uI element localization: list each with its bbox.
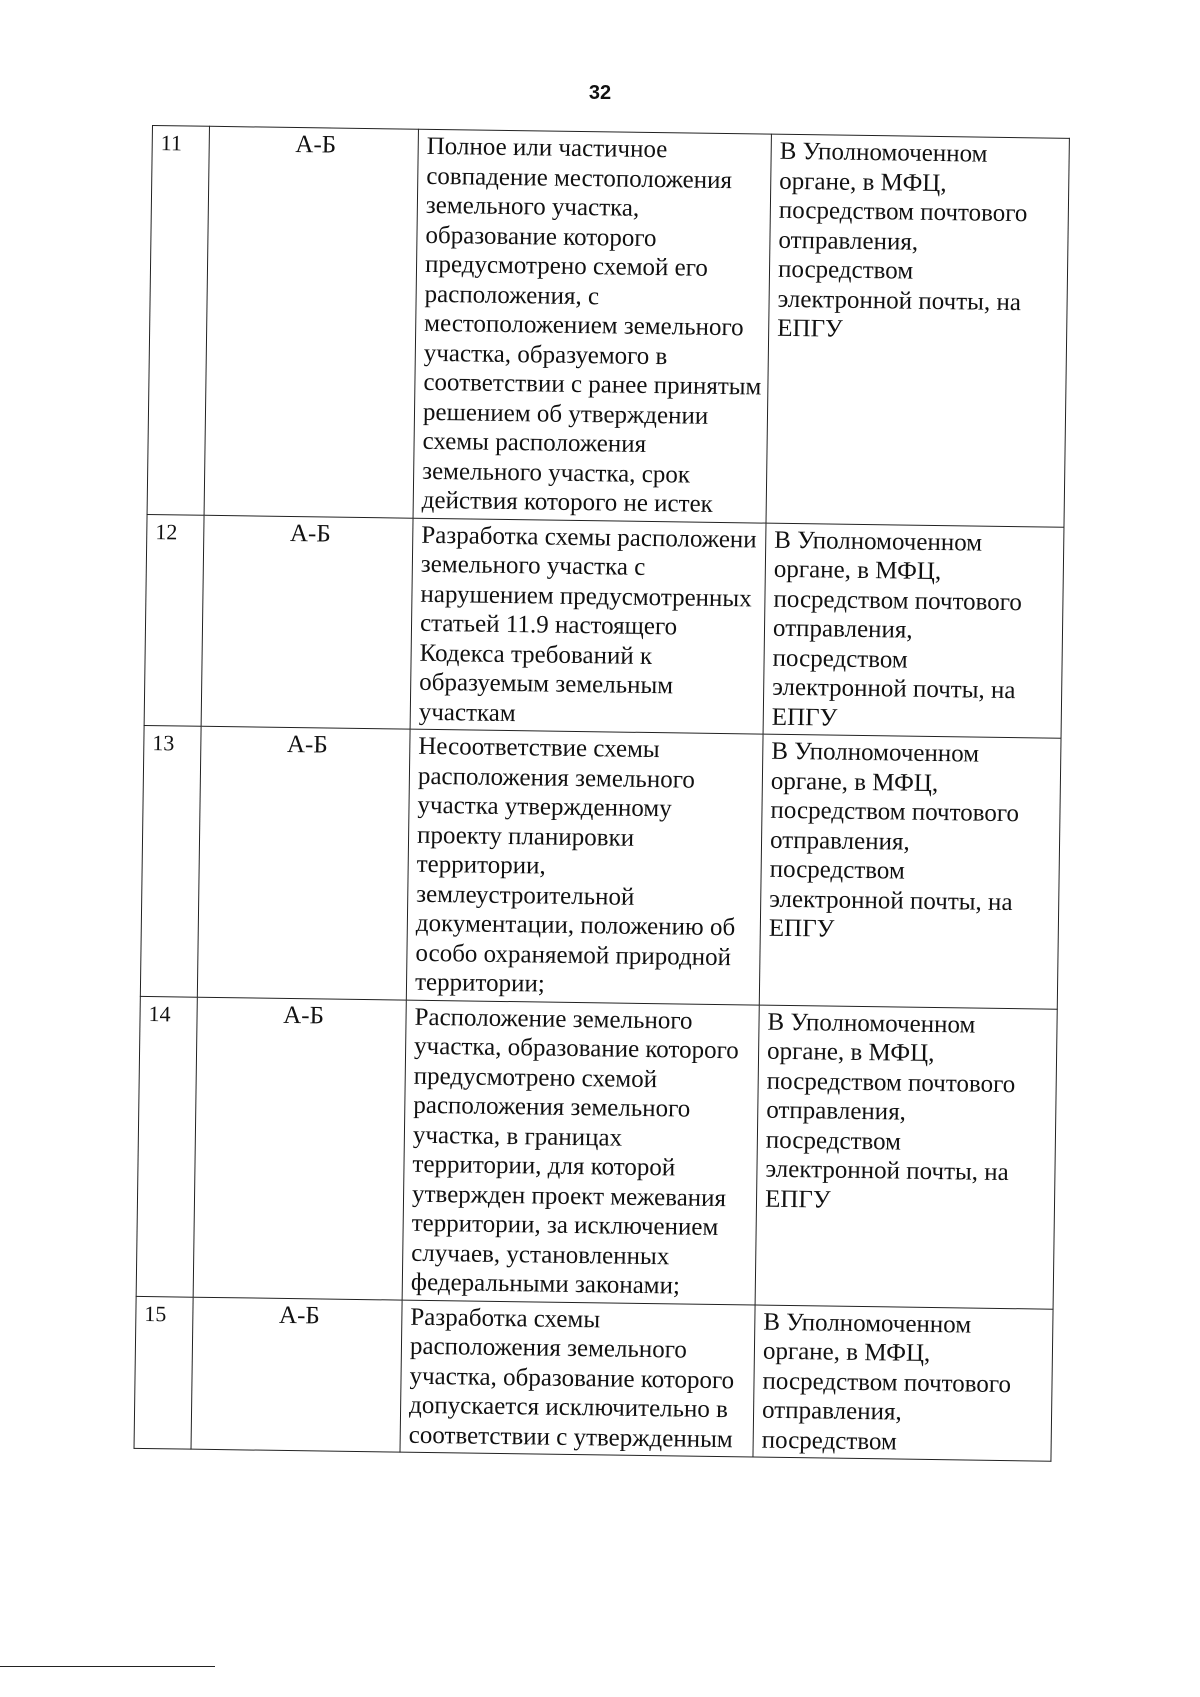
row-number-cell: 15 (134, 1296, 193, 1449)
reason-line: земельного участка, (425, 191, 640, 222)
reason-line: земельного участка с (420, 550, 646, 581)
submission-line: ЕПГУ (771, 703, 838, 732)
submission-line: посредством (769, 855, 905, 885)
submission-line: посредством почтового (762, 1367, 1012, 1398)
row-submission-cell (753, 1305, 1053, 1462)
submission-line: В Уполномоченном (771, 737, 980, 768)
reason-line: участкам (418, 698, 516, 727)
reason-line: федеральными законами; (410, 1268, 681, 1300)
reason-line: Полное или частичное (426, 132, 668, 164)
reason-line: местоположением земельного (424, 309, 744, 342)
reason-line: расположения, с (424, 280, 600, 310)
reason-line: образование которого (425, 221, 657, 252)
reason-line: расположения земельного (417, 762, 696, 794)
reason-line: участка, образуемого в (423, 339, 668, 370)
submission-line: ЕПГУ (768, 914, 835, 943)
reason-line: участка утвержденному (417, 791, 672, 823)
row-submission-cell (755, 1005, 1057, 1309)
footnote-rule (0, 1666, 215, 1667)
reason-line: совпадение местоположения (426, 162, 733, 194)
table-row (136, 996, 1057, 1309)
submission-line: посредством почтового (770, 796, 1020, 828)
row-code-cell: А-Б (193, 997, 406, 1300)
reason-line: статьей 11.9 настоящего (419, 609, 678, 641)
reason-line: действия которого не истек (421, 486, 713, 518)
reason-line: случаев, установленных (411, 1239, 670, 1270)
reason-line: Разработка схемы (410, 1303, 601, 1333)
reason-line: особо охраняемой природной (415, 939, 732, 971)
reason-line: участка, образование которого (413, 1032, 739, 1065)
submission-line: В Уполномоченном (779, 137, 988, 168)
reason-line: соответствии с ранее принятым (423, 368, 762, 401)
reason-line: территории; (414, 968, 545, 998)
submission-line: отправления, (761, 1396, 902, 1426)
submission-line: посредством почтового (766, 1067, 1016, 1098)
submission-line: посредством (765, 1126, 902, 1156)
row-number-cell: 12 (144, 514, 204, 726)
submission-line: органе, в МФЦ, (770, 767, 939, 797)
reason-line: участка, образование которого (409, 1362, 735, 1394)
row-reason-cell (413, 129, 771, 522)
reason-line: Кодекса требований к (419, 639, 653, 670)
submission-line: электронной почты, на (777, 285, 1022, 316)
row-reason-cell (410, 518, 766, 734)
reason-line: территории, (416, 850, 546, 880)
submission-line: электронной почты, на (772, 673, 1016, 705)
reason-line: территории, для которой (412, 1150, 676, 1182)
row-code-cell: А-Б (204, 126, 418, 517)
row-submission-cell (763, 523, 1064, 739)
reason-line: предусмотрено схемой (413, 1062, 658, 1093)
row-code-cell: А-Б (201, 515, 413, 729)
submission-line: органе, в МФЦ, (779, 167, 947, 197)
reason-line: участка, в границах (412, 1121, 623, 1152)
submission-line: посредством (777, 255, 914, 285)
row-reason-cell (400, 1300, 755, 1457)
table-row (140, 725, 1061, 1008)
row-reason-cell (402, 1000, 759, 1305)
row-code-cell: А-Б (197, 726, 410, 999)
reason-line: земельного участка, срок (422, 457, 691, 489)
reason-line: расположения земельного (409, 1332, 688, 1364)
submission-line: органе, в МФЦ, (766, 1037, 935, 1068)
table-row (134, 1296, 1053, 1461)
page-number: 32 (588, 82, 612, 104)
row-submission-cell (766, 134, 1069, 527)
submission-line: посредством почтового (778, 196, 1028, 228)
reason-line: Несоответствие схемы (418, 732, 660, 764)
reason-line: соответствии с утвержденным (408, 1421, 733, 1453)
submission-line: органе, в МФЦ, (773, 555, 942, 586)
reason-line: образуемым земельным (419, 668, 674, 700)
reason-line: допускается исключительно в (408, 1391, 729, 1424)
refusal-grounds-table (134, 125, 1070, 1462)
reason-line: расположения земельного (413, 1091, 691, 1123)
reason-line: предусмотрено схемой его (424, 250, 709, 282)
reason-line: Разработка схемы расположени (421, 521, 757, 553)
submission-line: В Уполномоченном (774, 526, 983, 557)
reason-line: проекту планировки (416, 821, 635, 852)
table-row (144, 514, 1064, 738)
reason-line: схемы расположения (422, 427, 647, 458)
reason-line: документации, положению об (415, 909, 736, 942)
reason-line: утвержден проект межевания (411, 1180, 727, 1212)
table-body (134, 126, 1069, 1462)
submission-line: отправления, (772, 614, 913, 644)
row-reason-cell (406, 729, 763, 1004)
reason-line: землеустроительной (416, 880, 635, 911)
table-row (147, 126, 1069, 527)
reason-line: решением об утверждении (422, 398, 709, 430)
submission-line: ЕПГУ (764, 1185, 831, 1214)
submission-line: В Уполномоченном (763, 1308, 972, 1339)
submission-line: В Уполномоченном (767, 1008, 976, 1039)
row-submission-cell (759, 734, 1061, 1009)
submission-line: отправления, (766, 1096, 907, 1126)
row-number-cell: 14 (136, 996, 197, 1297)
submission-line: посредством (772, 644, 908, 674)
row-code-cell: А-Б (191, 1297, 402, 1452)
reason-line: территории, за исключением (411, 1209, 719, 1242)
row-number-cell: 13 (140, 725, 201, 996)
reason-line: нарушением предусмотренных (420, 580, 752, 612)
submission-line: посредством (761, 1426, 897, 1456)
row-number-cell: 11 (147, 126, 209, 515)
submission-line: посредством почтового (773, 585, 1023, 616)
submission-line: органе, в МФЦ, (762, 1337, 931, 1367)
submission-line: электронной почты, на (769, 885, 1013, 916)
submission-line: электронной почты, на (765, 1155, 1009, 1187)
submission-line: отправления, (769, 826, 910, 856)
submission-line: отправления, (778, 226, 919, 256)
reason-line: Расположение земельного (414, 1003, 693, 1035)
submission-line: ЕПГУ (777, 314, 843, 343)
